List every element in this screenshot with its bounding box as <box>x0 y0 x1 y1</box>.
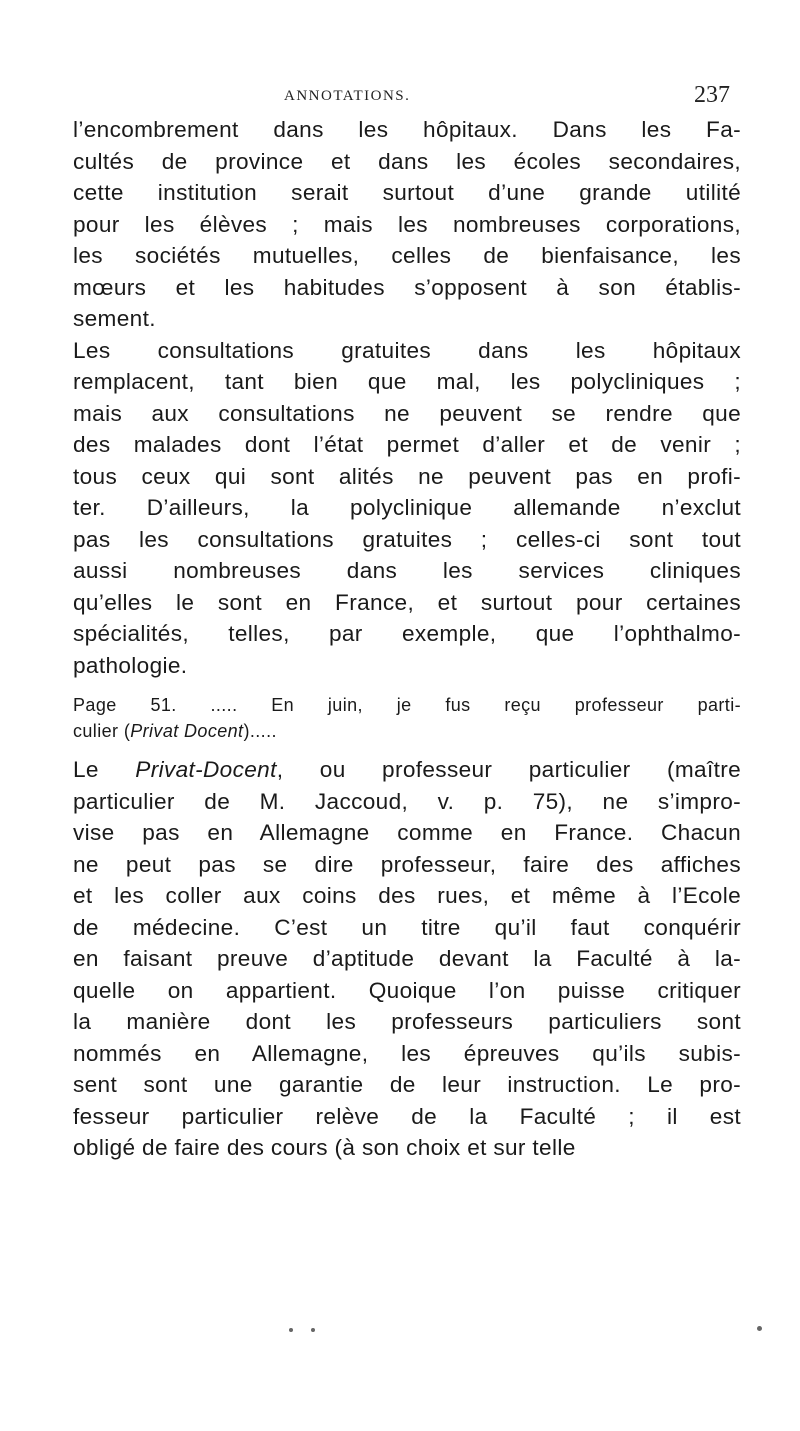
paragraph-consultations <box>73 335 741 682</box>
scan-speck <box>311 1328 315 1332</box>
text-line: particulier de M. Jaccoud, v. p. 75), ne s’impro- <box>73 788 741 814</box>
note-text: )..... <box>243 721 277 741</box>
text-line: de médecine. C’est un titre qu’il faut conquérir <box>73 914 741 940</box>
scan-speck <box>289 1328 293 1332</box>
text-line: cultés de province et dans les écoles secondaires, <box>73 148 741 174</box>
text-line: ne peut pas se dire professeur, faire des affiches <box>73 851 741 877</box>
paragraph-privat-docent <box>73 754 741 1164</box>
text-run: , ou professeur particulier (maître <box>276 757 741 782</box>
text-line: tous ceux qui sont alités ne peuvent pas en profi- <box>73 463 741 489</box>
text-line: nommés en Allemagne, les épreuves qu’ils subis- <box>73 1040 741 1066</box>
text-line: fesseur particulier relève de la Faculté ; il est <box>73 1103 741 1129</box>
italic-term: Privat-Docent <box>135 757 277 782</box>
text-line: mais aux consultations ne peuvent se rendre que <box>73 400 741 426</box>
text-line: pathologie. <box>73 652 188 678</box>
text-line: sement. <box>73 306 156 331</box>
text-line: quelle on appartient. Quoique l’on puisse critiquer <box>73 977 741 1003</box>
paragraph-continuation <box>73 114 741 335</box>
note-line: Page 51. ..... En juin, je fus reçu professeur parti- <box>73 695 741 715</box>
text-line: obligé de faire des cours (à son choix et sur telle <box>73 1135 576 1160</box>
note-italic-term: Privat Docent <box>130 721 244 741</box>
text-line: remplacent, tant bien que mal, les polycliniques ; <box>73 369 741 394</box>
text-line: en faisant preuve d’aptitude devant la Faculté à la- <box>73 946 741 971</box>
text-line: aussi nombreuses dans les services cliniques <box>73 558 741 583</box>
text-line: vise pas en Allemagne comme en France. Chacun <box>73 820 741 845</box>
text-line: la manière dont les professeurs particuliers sont <box>73 1009 741 1034</box>
text-line: Les consultations gratuites dans les hôpitaux <box>73 337 741 363</box>
text-line: l’encombrement dans les hôpitaux. Dans les Fa- <box>73 117 741 142</box>
text-line: mœurs et les habitudes s’opposent à son établis- <box>73 274 741 300</box>
text-line: sent sont une garantie de leur instruction. Le pro- <box>73 1072 741 1097</box>
text-line: spécialités, telles, par exemple, que l’ophthalmo- <box>73 621 741 646</box>
body-text <box>73 114 741 1164</box>
scan-speck <box>757 1326 762 1331</box>
text-line: cette institution serait surtout d’une grande utilité <box>73 180 741 205</box>
text-line: pas les consultations gratuites ; celles-ci sont tout <box>73 526 741 552</box>
note-line <box>73 718 741 744</box>
text-line: les sociétés mutuelles, celles de bienfaisance, les <box>73 243 741 268</box>
page-header <box>0 82 800 112</box>
text-line: et les coller aux coins des rues, et même à l’Ecole <box>73 883 741 908</box>
text-line: pour les élèves ; mais les nombreuses corporations, <box>73 211 741 237</box>
reference-note <box>73 692 741 744</box>
note-text: culier ( <box>73 721 131 741</box>
text-line: des malades dont l’état permet d’aller et de venir ; <box>73 432 741 457</box>
text-run: Le <box>73 757 136 782</box>
running-head: ANNOTATIONS. <box>284 88 411 104</box>
page-number: 237 <box>694 82 730 108</box>
text-line: ter. D’ailleurs, la polyclinique allemande n’exclut <box>73 495 741 520</box>
text-line <box>73 754 741 786</box>
text-line: qu’elles le sont en France, et surtout pour certaines <box>73 589 741 615</box>
